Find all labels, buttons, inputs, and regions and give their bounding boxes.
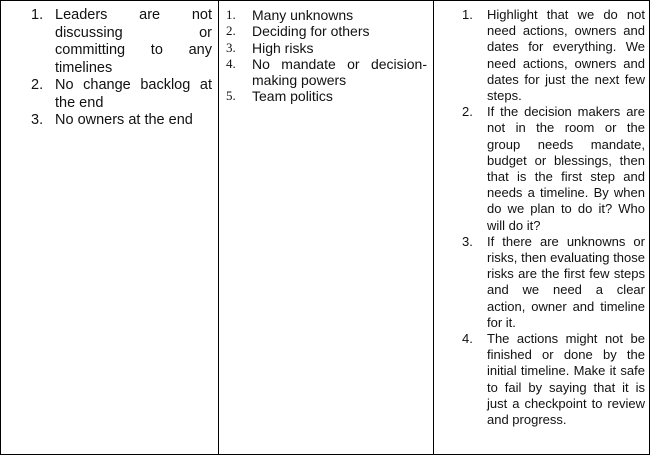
item-number: 1. — [226, 7, 236, 22]
item-text: High risks — [252, 39, 314, 56]
item-text: Leaders are not discussing or committing to any timelines — [55, 7, 212, 76]
list-item — [440, 331, 645, 428]
table-column-actions — [434, 1, 650, 454]
item-number: 5. — [226, 88, 236, 104]
issues-list — [7, 7, 212, 130]
item-text: No change backlog at the end — [55, 77, 212, 111]
causes-list — [225, 7, 427, 105]
list-item — [225, 88, 427, 104]
item-text: Many unknowns — [252, 7, 354, 23]
item-text: If the decision makers are not in the room or the group needs mandate, budget or blessings, then that is the first step and needs a timeline. By when do we plan to do it? Who will do it? — [487, 104, 645, 233]
list-item — [225, 7, 427, 23]
list-item — [7, 112, 212, 130]
item-number: 2. — [31, 77, 44, 93]
item-number: 4. — [226, 55, 236, 71]
table-column-issues — [1, 1, 219, 454]
item-text: Highlight that we do not need actions, owners and dates for everything. We need actions, owners and dates for just the next few steps. — [487, 7, 645, 104]
item-number: 3. — [226, 39, 236, 55]
item-number: 3. — [31, 112, 44, 128]
item-text: No owners at the end — [55, 112, 193, 128]
list-item — [225, 40, 427, 56]
item-text: The actions might not be finished or done by the initial timeline. Make it safe to fail by saying that it is just a checkpoint to review and progress. — [487, 331, 645, 428]
item-number: 4. — [462, 331, 473, 347]
item-number: 2. — [226, 23, 236, 39]
item-text: Deciding for others — [252, 23, 370, 40]
item-number: 1. — [462, 7, 473, 22]
item-text: Team politics — [252, 88, 333, 105]
actions-list — [440, 7, 645, 428]
list-item — [7, 77, 212, 112]
item-number: 1. — [31, 7, 44, 23]
list-item — [225, 56, 427, 89]
list-item — [7, 7, 212, 77]
list-item — [440, 104, 645, 234]
item-number: 3. — [462, 233, 473, 249]
item-text: If there are unknowns or risks, then evaluating those risks are the first few steps and we need a clear action, owner and timeline for it. — [487, 233, 645, 330]
list-item — [440, 234, 645, 331]
item-text: No mandate or decision-making powers — [252, 55, 427, 89]
list-item — [225, 23, 427, 39]
list-item — [440, 7, 645, 104]
item-number: 2. — [462, 104, 473, 120]
table-column-causes — [219, 1, 434, 454]
